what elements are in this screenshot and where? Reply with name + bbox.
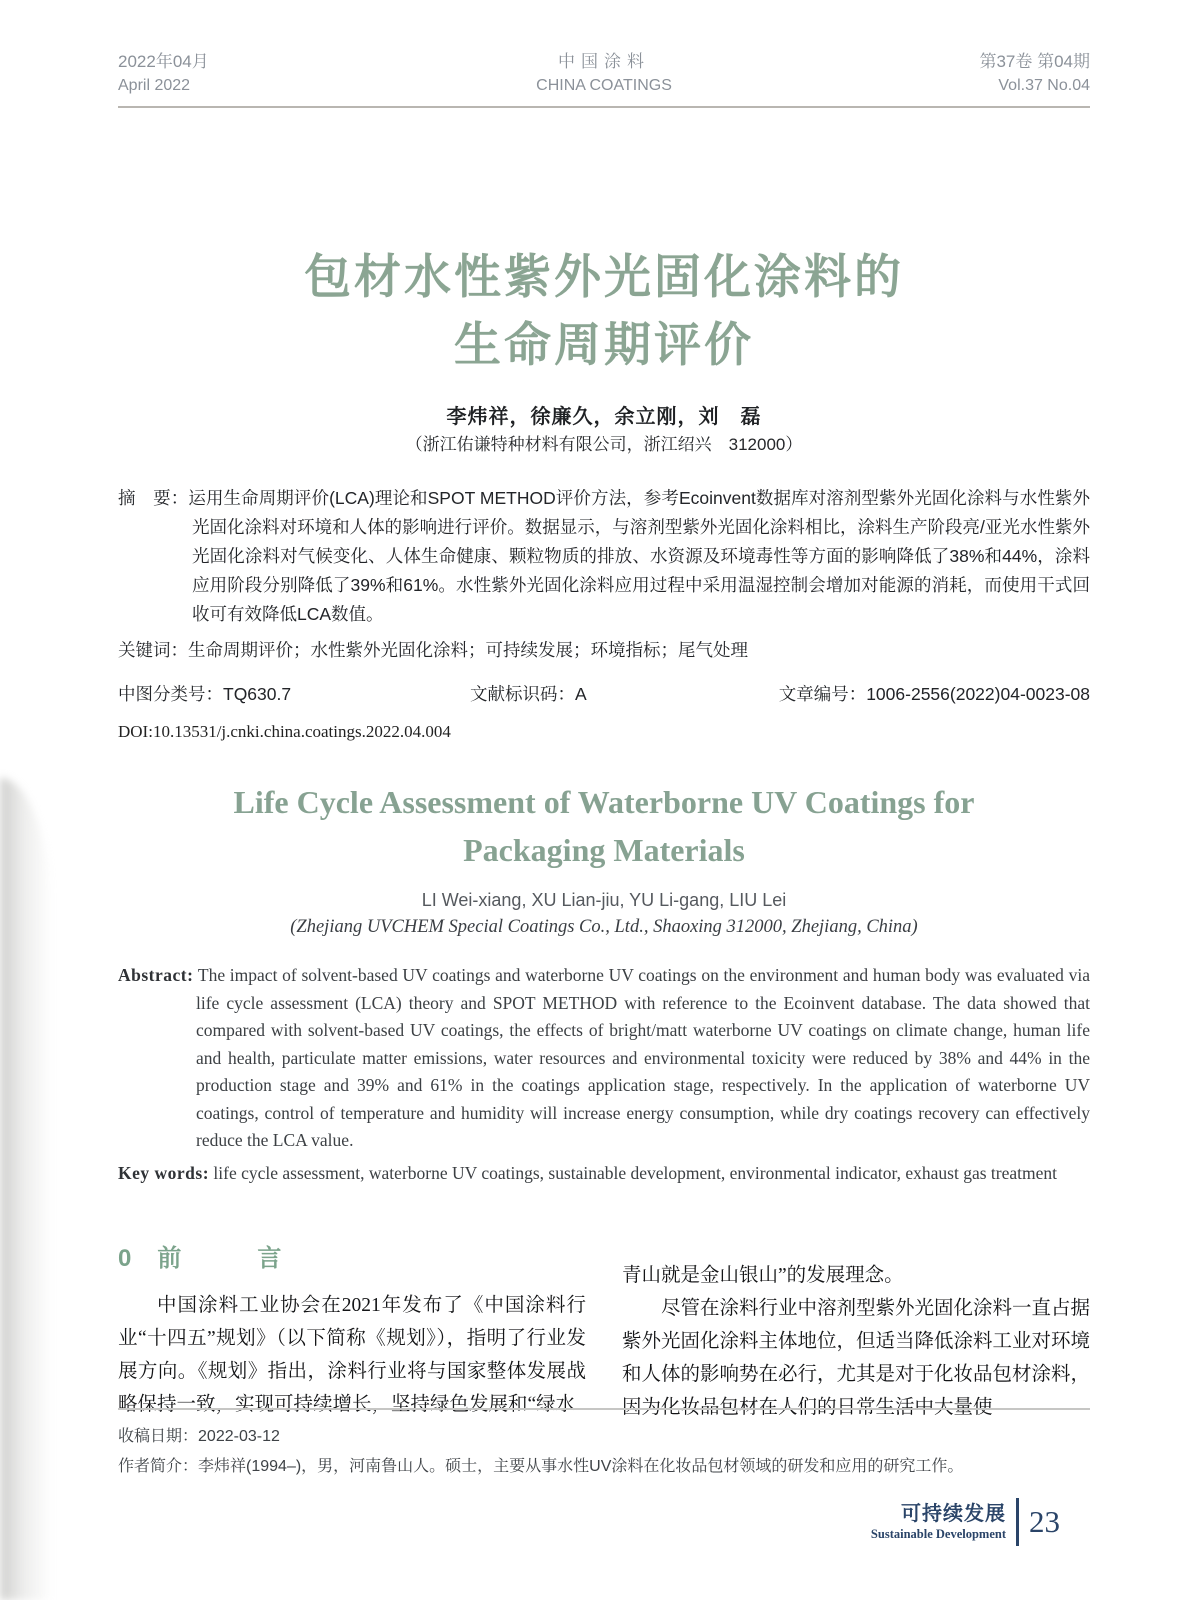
- keywords-cn: [118, 636, 1090, 665]
- abstract-label-cn: 摘 要：: [118, 488, 189, 508]
- keywords-label-cn: 关键词：: [118, 640, 188, 660]
- intro-paragraph-right-2: 尽管在涂料行业中溶剂型紫外光固化涂料一直占据紫外光固化涂料主体地位，但适当降低涂料工业对环境和人体的影响势在必行，尤其是对于化妆品包材涂料，因为化妆品包材在人们的日常生活中大量使: [622, 1298, 1091, 1418]
- section-0-number: 0: [118, 1245, 132, 1272]
- abstract-en: [118, 962, 1090, 1155]
- issue-date-en: April 2022: [118, 77, 191, 94]
- column-right: [622, 1238, 1090, 1424]
- abstract-cn: [118, 484, 1090, 629]
- received-date-line: 收稿日期：2022-03-12: [118, 1428, 280, 1445]
- authors-en: LI Wei-xiang, XU Lian-jiu, YU Li-gang, LIU Lei: [421, 890, 787, 910]
- classification-row: [118, 681, 1090, 706]
- page-number: 23: [1029, 1504, 1060, 1539]
- section-0-heading: [118, 1238, 586, 1273]
- document-code: 文献标识码：A: [470, 684, 587, 704]
- column-left: [118, 1238, 586, 1424]
- journal-name-en: CHINA COATINGS: [536, 77, 672, 94]
- body-columns: [118, 1238, 1090, 1424]
- intro-paragraph-right-cont: 青山就是金山银山”的发展理念。: [622, 1265, 904, 1286]
- author-bio-line: 作者简介：李炜祥(1994–)，男，河南鲁山人。硕士，主要从事水性UV涂料在化妆品包材领域的研发和应用的研究工作。: [118, 1458, 964, 1475]
- article-title-en-line1: Life Cycle Assessment of Waterborne UV Coatings for: [233, 784, 975, 820]
- article-id: 文章编号：1006-2556(2022)04-0023-08: [778, 684, 1090, 704]
- section-0-title: 前 言: [157, 1245, 308, 1272]
- clc-number: 中图分类号：TQ630.7: [118, 684, 292, 704]
- issue-date-cn: 2022年04月: [118, 52, 209, 71]
- intro-paragraph-left: 中国涂料工业协会在2021年发布了《中国涂料行业“十四五”规划》（以下简称《规划》），指明了行业发展方向。《规划》指出，涂料行业将与国家整体发展战略保持一致，实现可持续增长，坚持绿色发展和“绿水: [118, 1295, 586, 1415]
- doi: DOI:10.13531/j.cnki.china.coatings.2022.04.004: [118, 722, 451, 741]
- article-title-en: [118, 778, 1090, 874]
- abstract-text-en: The impact of solvent-based UV coatings and waterborne UV coatings on the environment and human body was evaluated via life cycle assessment (LCA) theory and SPOT METHOD with reference to the Ecoinvent database. The data showed that compared with solvent-based UV coatings, the effects of bright/matt waterborne UV coatings on climate change, human life and health, particulate matter emissions, water resources and environmental toxicity were reduced by 38% and 44% in the production stage and 39% and 61% in the coatings application stage, respectively. In the application of waterborne UV coatings, control of temperature and humidity will increase energy consumption, while dry coatings recovery can effectively reduce the LCA value.: [196, 965, 1091, 1150]
- journal-header: [118, 50, 1090, 108]
- keywords-en: [118, 1160, 1090, 1188]
- page-tag: [871, 1498, 1060, 1546]
- affiliation-cn: （浙江佑谦特种材料有限公司，浙江绍兴 312000）: [405, 435, 803, 454]
- keywords-text-cn: 生命周期评价；水性紫外光固化涂料；可持续发展；环境指标；尾气处理: [188, 640, 748, 660]
- article-title-cn: [118, 243, 1090, 379]
- chinese-meta-block: [118, 484, 1090, 742]
- journal-name-cn: 中国涂料: [558, 52, 650, 71]
- keywords-label-en: Key words:: [118, 1162, 210, 1183]
- abstract-label-en: Abstract:: [118, 965, 194, 985]
- abstract-text-cn: 运用生命周期评价(LCA)理论和SPOT METHOD评价方法，参考Ecoinvent数据库对溶剂型紫外光固化涂料与水性紫外光固化涂料对环境和人体的影响进行评价。数据显示，与溶剂型紫外光固化涂料相比，涂料生产阶段亮/亚光水性紫外光固化涂料对气候变化、人体生命健康、颗粒物质的排放、水资源及环境毒性等方面的影响降低了38%和44%，涂料应用阶段分别降低了39%和61%。水性紫外光固化涂料应用过程中采用温湿控制会增加对能源的消耗，而使用干式回收可有效降低LCA数值。: [188, 488, 1090, 624]
- article-title-cn-line2: 生命周期评价: [454, 318, 754, 371]
- column-name-en: Sustainable Development: [870, 1527, 1006, 1541]
- article-title-cn-line1: 包材水性紫外光固化涂料的: [304, 250, 904, 303]
- authors-cn: 李炜祥，徐廉久，余立刚，刘 磊: [446, 406, 762, 428]
- footnote-block: [118, 1408, 1090, 1482]
- column-tag-text: [871, 1502, 1016, 1542]
- volume-issue-en: Vol.37 No.04: [998, 77, 1090, 94]
- english-block: [118, 778, 1090, 1187]
- volume-issue-cn: 第37卷 第04期: [979, 52, 1090, 71]
- scan-shadow-artifact: [0, 778, 52, 1600]
- column-name-cn: 可持续发展: [901, 1503, 1006, 1525]
- affiliation-en: (Zhejiang UVCHEM Special Coatings Co., Ltd., Shaoxing 312000, Zhejiang, China): [290, 917, 918, 937]
- article-title-en-line2: Packaging Materials: [463, 832, 745, 868]
- keywords-text-en: life cycle assessment, waterborne UV coatings, sustainable development, environmental indicator, exhaust gas treatment: [213, 1162, 1057, 1183]
